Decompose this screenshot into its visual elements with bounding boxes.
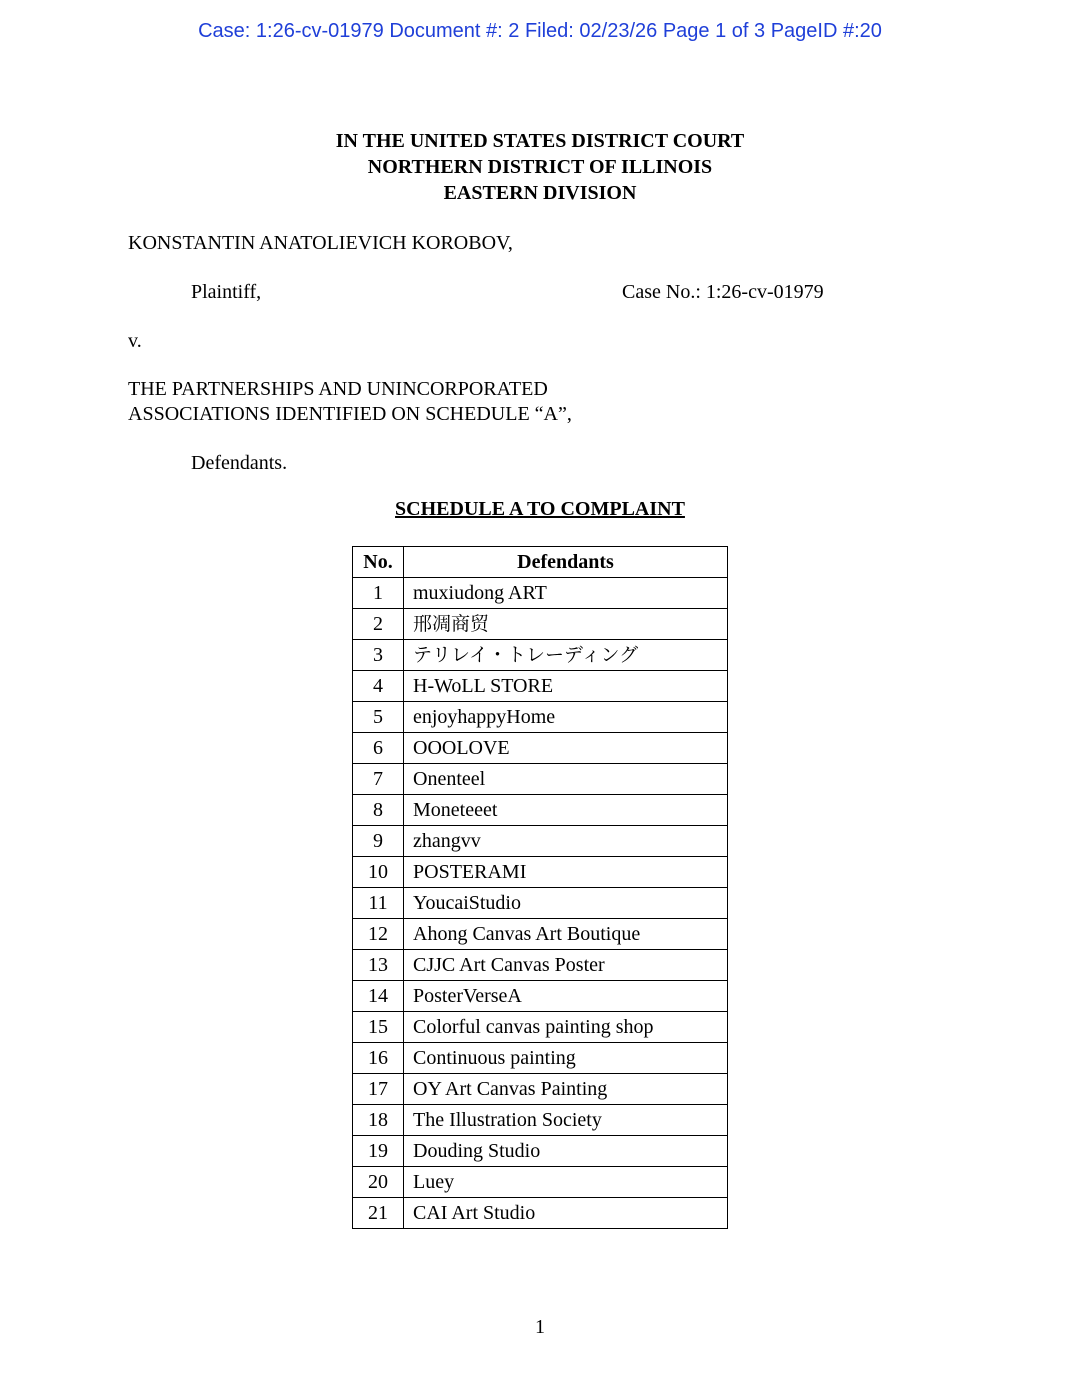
row-number: 1 — [353, 578, 404, 609]
defendants-line-2: ASSOCIATIONS IDENTIFIED ON SCHEDULE “A”, — [128, 403, 572, 425]
row-number: 17 — [353, 1074, 404, 1105]
defendant-name: テリレイ・トレーディング — [404, 640, 728, 671]
row-number: 15 — [353, 1012, 404, 1043]
defendant-name: CAI Art Studio — [404, 1198, 728, 1229]
table-row — [353, 578, 728, 609]
defendants-label: Defendants. — [191, 452, 288, 474]
row-number: 7 — [353, 764, 404, 795]
defendant-name: POSTERAMI — [404, 857, 728, 888]
defendants-line-1: THE PARTNERSHIPS AND UNINCORPORATED — [128, 378, 548, 400]
row-number: 8 — [353, 795, 404, 826]
table-row — [353, 1167, 728, 1198]
header-no: No. — [353, 547, 404, 578]
court-caption — [0, 128, 1080, 206]
court-line-2: NORTHERN DISTRICT OF ILLINOIS — [367, 156, 713, 178]
defendant-name: Luey — [404, 1167, 728, 1198]
table-row — [353, 919, 728, 950]
row-number: 3 — [353, 640, 404, 671]
table-row — [353, 733, 728, 764]
row-number: 5 — [353, 702, 404, 733]
table-header-row — [353, 547, 728, 578]
defendant-name: Continuous painting — [404, 1043, 728, 1074]
table-row — [353, 1198, 728, 1229]
case-number: Case No.: 1:26-cv-01979 — [622, 281, 824, 303]
defendant-name: OY Art Canvas Painting — [404, 1074, 728, 1105]
schedule-table — [352, 546, 728, 1229]
table-row — [353, 1074, 728, 1105]
schedule-title: SCHEDULE A TO COMPLAINT — [395, 498, 685, 520]
defendant-name: 邢凋商贸 — [404, 609, 728, 640]
row-number: 4 — [353, 671, 404, 702]
defendant-name: zhangvv — [404, 826, 728, 857]
table-row — [353, 609, 728, 640]
table-body — [353, 578, 728, 1229]
table-row — [353, 1012, 728, 1043]
row-number: 19 — [353, 1136, 404, 1167]
page-number: 1 — [535, 1316, 545, 1338]
header-defendants: Defendants — [404, 547, 728, 578]
row-number: 20 — [353, 1167, 404, 1198]
defendant-name: Onenteel — [404, 764, 728, 795]
row-number: 9 — [353, 826, 404, 857]
plaintiff-label: Plaintiff, — [191, 281, 262, 303]
court-line-3: EASTERN DIVISION — [443, 182, 637, 204]
row-number: 2 — [353, 609, 404, 640]
defendant-name: OOOLOVE — [404, 733, 728, 764]
defendant-name: Douding Studio — [404, 1136, 728, 1167]
plaintiff-name: KONSTANTIN ANATOLIEVICH KOROBOV, — [128, 232, 513, 254]
table-row — [353, 795, 728, 826]
row-number: 11 — [353, 888, 404, 919]
row-number: 13 — [353, 950, 404, 981]
row-number: 16 — [353, 1043, 404, 1074]
defendant-name: The Illustration Society — [404, 1105, 728, 1136]
defendant-name: Colorful canvas painting shop — [404, 1012, 728, 1043]
defendant-name: PosterVerseA — [404, 981, 728, 1012]
case-header-stamp: Case: 1:26-cv-01979 Document #: 2 Filed: 02/23/26 Page 1 of 3 PageID #:20 — [198, 20, 882, 42]
court-line-1: IN THE UNITED STATES DISTRICT COURT — [335, 130, 745, 152]
row-number: 21 — [353, 1198, 404, 1229]
table-row — [353, 981, 728, 1012]
row-number: 14 — [353, 981, 404, 1012]
table-row — [353, 950, 728, 981]
defendant-name: muxiudong ART — [404, 578, 728, 609]
defendant-name: CJJC Art Canvas Poster — [404, 950, 728, 981]
versus: v. — [128, 330, 142, 352]
table-row — [353, 826, 728, 857]
row-number: 6 — [353, 733, 404, 764]
row-number: 12 — [353, 919, 404, 950]
table-row — [353, 671, 728, 702]
table-row — [353, 640, 728, 671]
table-row — [353, 1136, 728, 1167]
defendant-name: Ahong Canvas Art Boutique — [404, 919, 728, 950]
table-row — [353, 888, 728, 919]
defendant-name: YoucaiStudio — [404, 888, 728, 919]
row-number: 18 — [353, 1105, 404, 1136]
table-row — [353, 857, 728, 888]
defendant-name: Moneteeet — [404, 795, 728, 826]
defendant-name: H-WoLL STORE — [404, 671, 728, 702]
defendant-name: enjoyhappyHome — [404, 702, 728, 733]
table-row — [353, 1105, 728, 1136]
row-number: 10 — [353, 857, 404, 888]
table-row — [353, 702, 728, 733]
table-row — [353, 764, 728, 795]
table-row — [353, 1043, 728, 1074]
